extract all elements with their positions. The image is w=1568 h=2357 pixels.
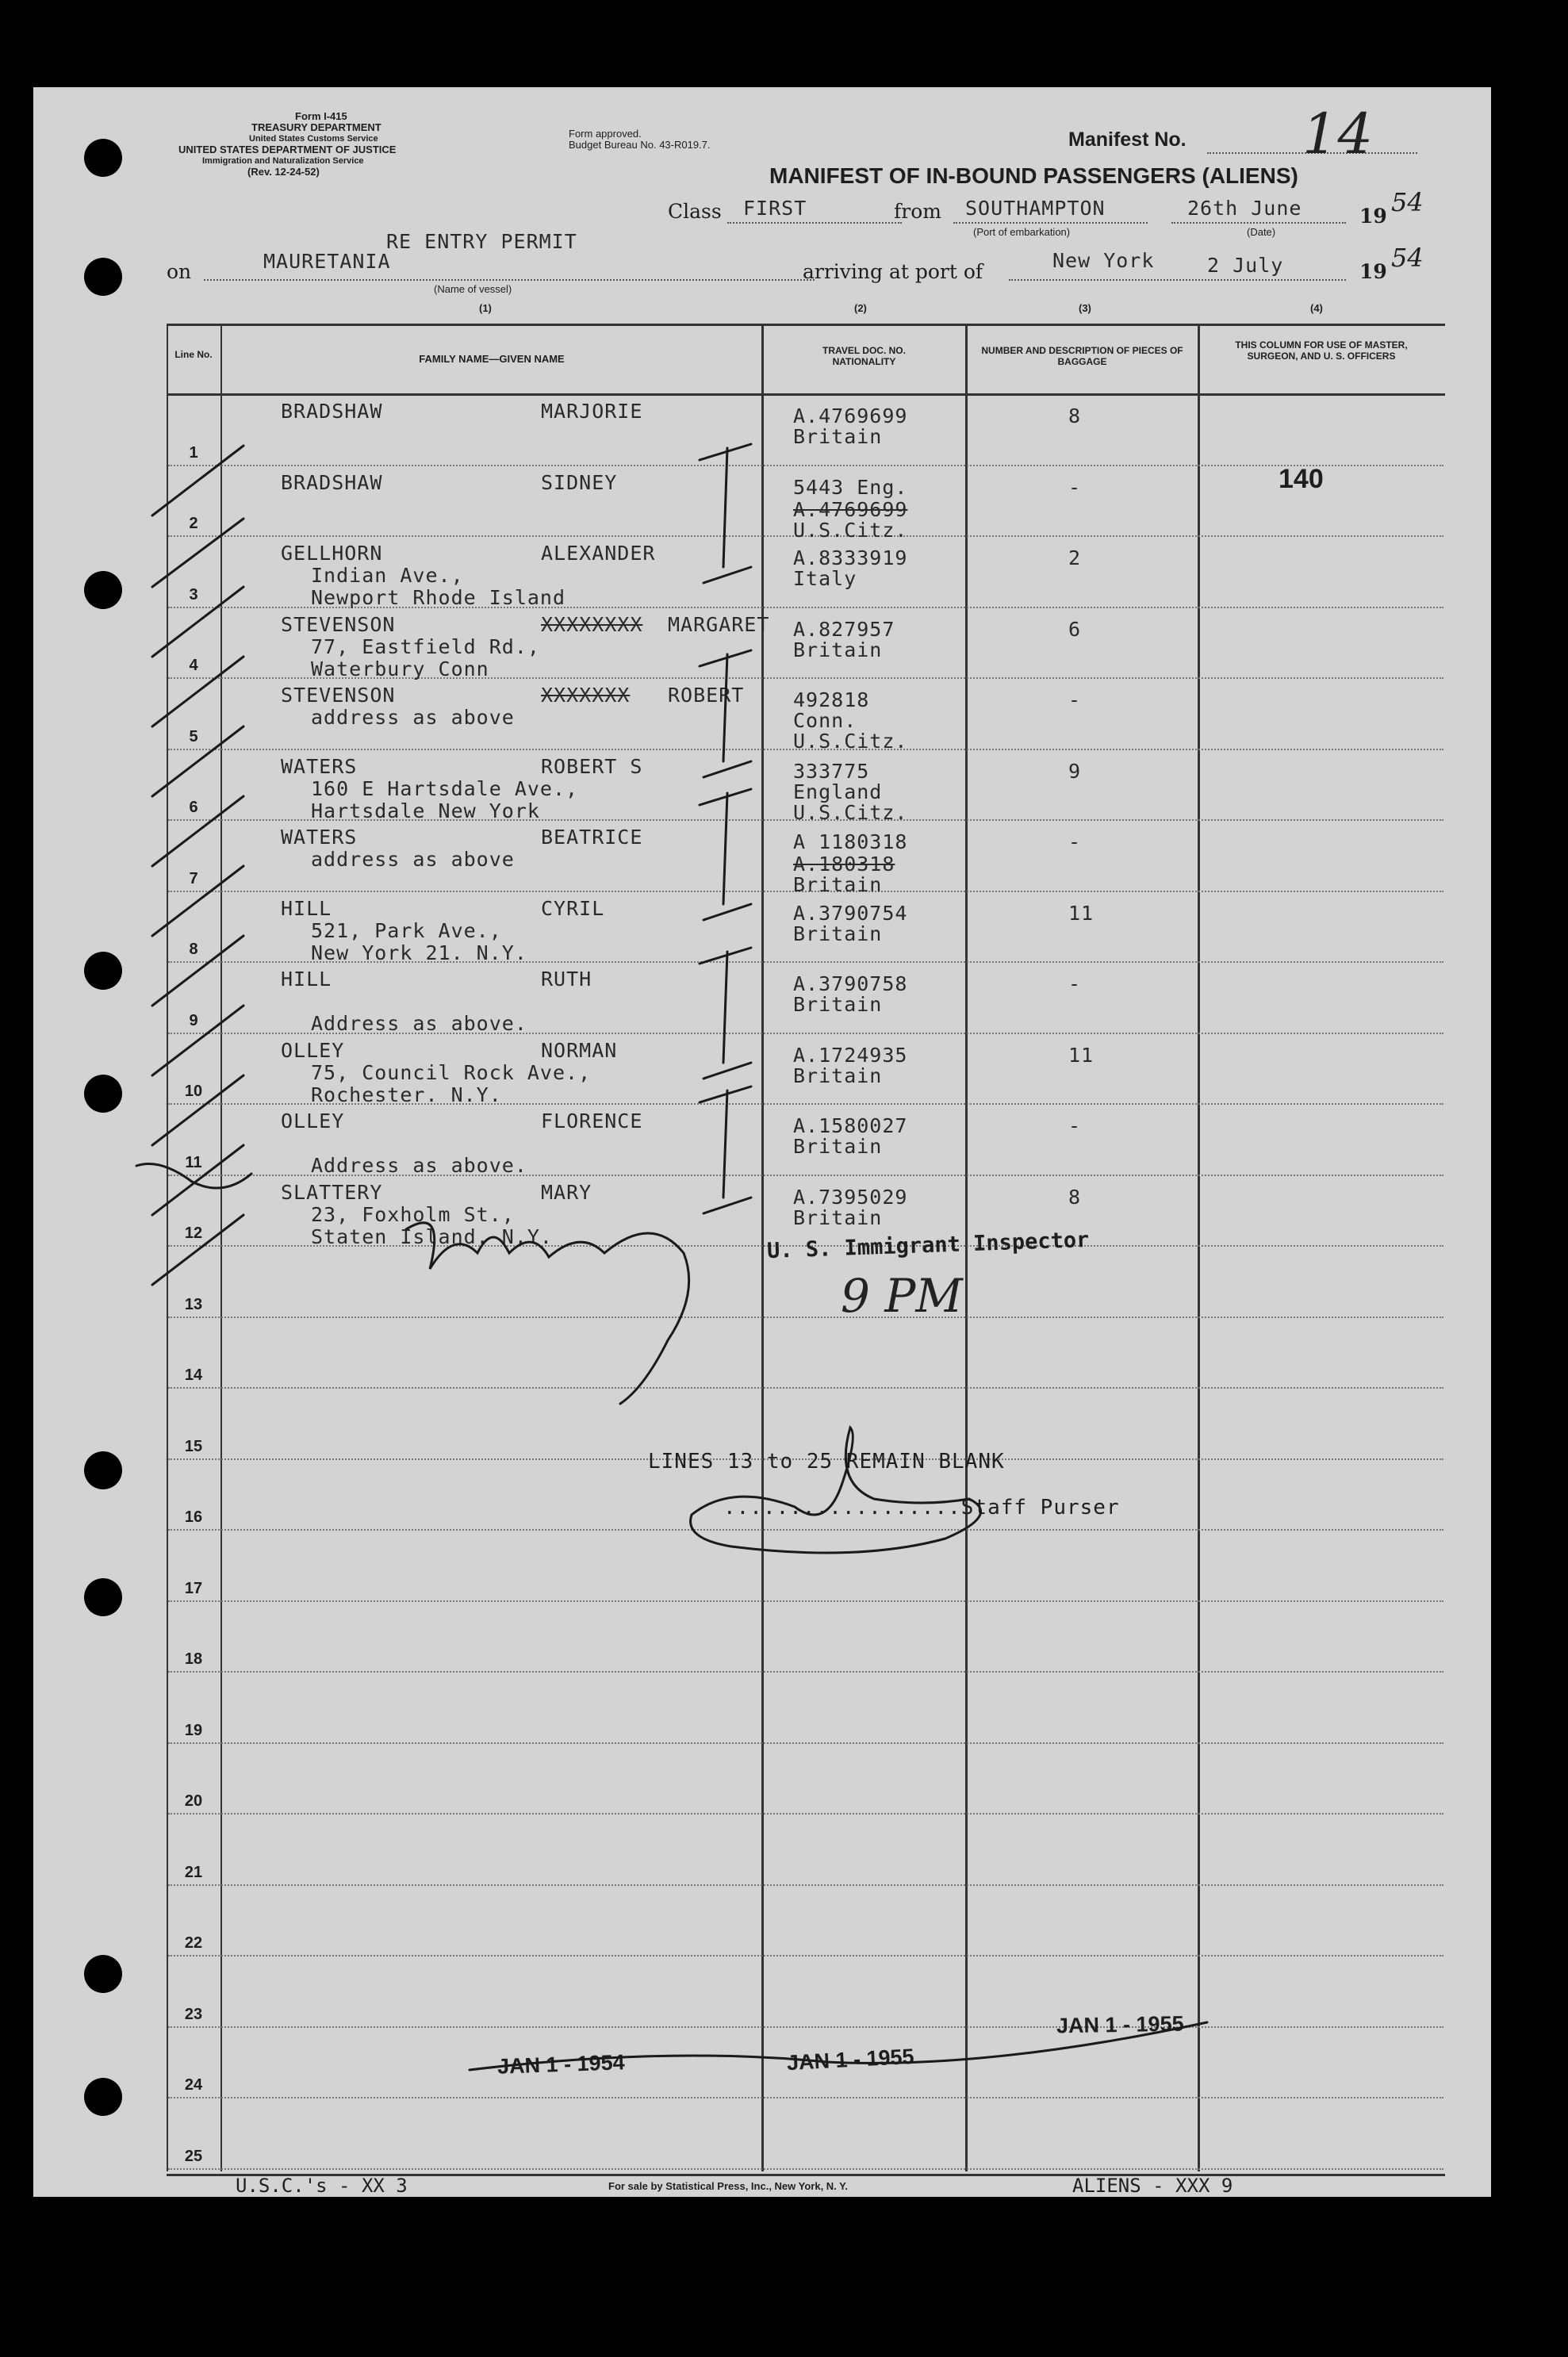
- arriving-label: arriving at port of: [803, 260, 983, 283]
- inspector-note: 9 PM: [841, 1269, 963, 1323]
- address-line-1: address as above: [311, 706, 515, 729]
- class-value: FIRST: [743, 197, 807, 220]
- family-name: OLLEY: [281, 1038, 345, 1062]
- check-mark: [152, 796, 243, 866]
- initial-mark: [700, 948, 751, 1079]
- address-line-2: Address as above.: [311, 1012, 527, 1035]
- family-name: STEVENSON: [281, 684, 396, 707]
- line-number: 13: [184, 1295, 203, 1313]
- arrival-date: 2 July: [1207, 254, 1284, 277]
- nationality: Britain: [793, 993, 883, 1016]
- nationality-2: U.S.Citz.: [793, 730, 908, 753]
- date-stamp-2: JAN 1 - 1955: [786, 2044, 915, 2075]
- budget-bureau: Budget Bureau No. 43-R019.7.: [569, 139, 711, 151]
- class-label: Class: [668, 200, 722, 223]
- line-number: 21: [184, 1863, 203, 1881]
- year-value: 54: [1391, 187, 1424, 217]
- initial-mark: [700, 789, 751, 920]
- col-header-travel: TRAVEL DOC. NO. NATIONALITY: [822, 345, 906, 367]
- given-name: ALEXANDER: [541, 542, 656, 565]
- line-number: 16: [184, 1508, 203, 1526]
- travel-doc-number: A.3790758: [793, 972, 908, 995]
- travel-doc-number: A.8333919: [793, 546, 908, 569]
- address-line-1: address as above: [311, 848, 515, 871]
- address-line-2: Newport Rhode Island: [311, 586, 566, 609]
- vessel-caption: (Name of vessel): [434, 283, 512, 295]
- travel-doc-number: A.4769699: [793, 404, 908, 427]
- remain-blank-note: LINES 13 to 25 REMAIN BLANK: [648, 1450, 1005, 1474]
- address-line-1: 75, Council Rock Ave.,: [311, 1060, 592, 1084]
- line-number: 11: [185, 1153, 202, 1171]
- line-number: 24: [184, 2076, 203, 2094]
- travel-doc-number: A.827957: [793, 617, 895, 641]
- family-name: BRADSHAW: [281, 400, 383, 423]
- check-mark: [152, 936, 243, 1006]
- travel-doc-number: 333775: [793, 759, 870, 783]
- given-name: NORMAN: [541, 1038, 618, 1062]
- given-name: SIDNEY: [541, 470, 618, 494]
- address-line-2: Address as above.: [311, 1154, 527, 1177]
- baggage-count: -: [1068, 475, 1082, 499]
- initial-mark: [700, 650, 751, 777]
- on-label: on: [167, 260, 192, 283]
- check-mark: [152, 866, 243, 936]
- baggage-count: -: [1068, 1114, 1082, 1137]
- baggage-count: 11: [1068, 901, 1095, 925]
- travel-doc-number: A.1580027: [793, 1114, 908, 1137]
- family-name: WATERS: [281, 826, 358, 849]
- baggage-count: -: [1068, 830, 1082, 853]
- nationality: Italy: [793, 567, 857, 590]
- from-label: from: [894, 200, 941, 223]
- nationality-2: U.S.Citz.: [793, 800, 908, 824]
- struck-text: XXXXXXXX: [541, 612, 643, 636]
- line-number: 22: [184, 1934, 203, 1952]
- footer-aliens-count: ALIENS - XXX 9: [1072, 2175, 1233, 2197]
- col-number-2: (2): [854, 302, 867, 314]
- line-number: 17: [184, 1579, 203, 1597]
- line-number: 2: [189, 515, 198, 532]
- travel-doc-number: 492818: [793, 688, 870, 711]
- nationality: Britain: [793, 425, 883, 448]
- check-mark: [152, 726, 243, 796]
- line-number: 20: [184, 1792, 203, 1810]
- reentry-permit-note: RE ENTRY PERMIT: [386, 230, 577, 253]
- col-header-name: FAMILY NAME—GIVEN NAME: [419, 353, 565, 365]
- line-number: 14: [184, 1366, 203, 1384]
- nationality: Britain: [793, 1205, 883, 1229]
- check-mark: [152, 1075, 243, 1145]
- given-name: MARY: [541, 1180, 592, 1204]
- address-line-2: New York 21. N.Y.: [311, 941, 527, 964]
- arrival-year-value: 54: [1391, 243, 1424, 273]
- treasury-department: TREASURY DEPARTMENT: [251, 121, 381, 133]
- nationality: Britain: [793, 1135, 883, 1158]
- col-number-3: (3): [1079, 302, 1091, 314]
- nationality: U.S.Citz.: [793, 518, 908, 542]
- line-number: 3: [189, 585, 198, 604]
- travel-doc-number: A.7395029: [793, 1185, 908, 1209]
- initial-mark: [700, 1087, 751, 1213]
- baggage-count: 9: [1068, 759, 1082, 783]
- given-name: MARJORIE: [541, 400, 643, 423]
- baggage-count: -: [1068, 688, 1082, 711]
- travel-doc-number: A 1180318: [793, 830, 908, 853]
- ins-service: Immigration and Naturalization Service: [202, 156, 364, 166]
- check-mark: [152, 657, 243, 726]
- line-number: 10: [184, 1083, 203, 1100]
- nationality: Britain: [793, 873, 883, 896]
- col-header-line-no: Line No.: [174, 349, 213, 360]
- address-line-1: 521, Park Ave.,: [311, 918, 502, 942]
- given-name: FLORENCE: [541, 1110, 643, 1133]
- arrival-year-prefix: 19: [1359, 260, 1387, 283]
- form-approved: Form approved.: [569, 128, 642, 140]
- family-name: HILL: [281, 896, 332, 920]
- footer-press: For sale by Statistical Press, Inc., New York, N. Y.: [608, 2180, 849, 2192]
- purser-signature: [691, 1428, 981, 1553]
- manifest-number-label: Manifest No.: [1068, 128, 1187, 151]
- travel-doc-number: A.3790754: [793, 901, 908, 925]
- col-number-1: (1): [479, 302, 492, 314]
- customs-service: United States Customs Service: [249, 134, 378, 144]
- inspector-signature: [406, 1223, 689, 1404]
- line-number: 5: [189, 727, 198, 745]
- check-mark: [152, 1006, 243, 1075]
- form-number: Form I-415: [295, 110, 347, 122]
- nationality: England: [793, 780, 883, 803]
- address-line-1: 160 E Hartsdale Ave.,: [311, 776, 579, 800]
- line-number: 9: [189, 1011, 198, 1029]
- line-number: 4: [189, 657, 198, 674]
- col-number-4: (4): [1310, 302, 1323, 314]
- date-stamp-1: JAN 1 - 1954: [496, 2050, 626, 2079]
- family-name: STEVENSON: [281, 612, 396, 636]
- line-number: 25: [184, 2147, 203, 2165]
- given-name: BEATRICE: [541, 826, 643, 849]
- given-name: RUTH: [541, 968, 592, 991]
- check-mark: [152, 1145, 243, 1215]
- baggage-count: -: [1068, 972, 1082, 995]
- check-mark: [152, 519, 243, 587]
- date-stamp-3: JAN 1 - 1955: [1056, 2011, 1184, 2038]
- given-name: ROBERT: [668, 684, 745, 707]
- nationality: Britain: [793, 922, 883, 945]
- line-number: 1: [189, 443, 198, 462]
- line-number: 7: [189, 869, 198, 887]
- nationality: Conn.: [793, 709, 857, 732]
- line-number: 19: [184, 1721, 203, 1739]
- embarkation-date: 26th June: [1187, 197, 1302, 220]
- col-header-baggage: NUMBER AND DESCRIPTION OF PIECES OF BAGGAGE: [981, 345, 1183, 367]
- family-name: GELLHORN: [281, 542, 383, 565]
- form-revision: (Rev. 12-24-52): [247, 166, 320, 178]
- check-mark: [152, 443, 243, 515]
- baggage-count: 11: [1068, 1043, 1095, 1067]
- inspector-title: U. S. Immigrant Inspector: [766, 1227, 1090, 1264]
- nationality: Britain: [793, 1064, 883, 1087]
- address-line-1: 23, Foxholm St.,: [311, 1202, 515, 1226]
- family-name: WATERS: [281, 754, 358, 778]
- struck-text: XXXXXXX: [541, 684, 631, 707]
- nationality: Britain: [793, 638, 883, 661]
- check-mark: [152, 587, 243, 657]
- year-prefix: 19: [1359, 205, 1387, 228]
- baggage-count: 2: [1068, 546, 1082, 569]
- travel-doc-number-struck: A.4769699: [793, 497, 908, 521]
- address-line-1: Indian Ave.,: [311, 564, 464, 587]
- baggage-count: 6: [1068, 617, 1082, 641]
- travel-doc-number: 5443 Eng.: [793, 475, 908, 499]
- footer-usc-count: U.S.C.'s - XX 3: [236, 2175, 408, 2197]
- col-header-officers: THIS COLUMN FOR USE OF MASTER, SURGEON, AND U. S. OFFICERS: [1235, 339, 1408, 362]
- given-name: ROBERT S: [541, 754, 643, 778]
- line-number: 12: [184, 1224, 203, 1242]
- family-name: HILL: [281, 968, 332, 991]
- family-name: SLATTERY: [281, 1180, 383, 1204]
- baggage-count: 8: [1068, 1185, 1082, 1209]
- vessel-name: MAURETANIA: [263, 250, 391, 273]
- officer-note: 140: [1279, 464, 1324, 494]
- line-number: 8: [189, 941, 198, 958]
- line-number: 6: [189, 799, 198, 816]
- address-line-1: 77, Eastfield Rd.,: [311, 634, 540, 658]
- travel-doc-number: A.1724935: [793, 1043, 908, 1067]
- family-name: OLLEY: [281, 1110, 345, 1133]
- handwritten-marks: [33, 87, 1491, 2197]
- manifest-number-value: 14: [1302, 102, 1374, 167]
- department-of-justice: UNITED STATES DEPARTMENT OF JUSTICE: [178, 144, 397, 155]
- travel-doc-number-struck: A.180318: [793, 853, 895, 876]
- address-line-2: Rochester. N.Y.: [311, 1083, 502, 1106]
- stamp-line: [470, 2022, 1207, 2070]
- staff-purser-label: ..................Staff Purser: [723, 1496, 1120, 1520]
- initial-mark: [700, 444, 751, 583]
- port-of-embarkation: SOUTHAMPTON: [965, 197, 1106, 220]
- arrival-port: New York: [1052, 249, 1155, 272]
- line-number: 15: [184, 1437, 203, 1455]
- date-caption: (Date): [1247, 226, 1276, 238]
- manifest-title: MANIFEST OF IN-BOUND PASSENGERS (ALIENS): [769, 163, 1298, 188]
- line-number: 23: [184, 2005, 203, 2023]
- address-line-2: Hartsdale New York: [311, 799, 540, 822]
- address-line-2: Staten Island. N.Y.: [311, 1224, 553, 1248]
- address-line-2: Waterbury Conn: [311, 657, 489, 680]
- given-name: MARGARET: [668, 612, 770, 636]
- baggage-count: 8: [1068, 404, 1082, 427]
- manifest-page: [33, 87, 1491, 2197]
- port-caption: (Port of embarkation): [973, 226, 1071, 238]
- given-name: CYRIL: [541, 896, 605, 920]
- line-number: 18: [184, 1650, 203, 1668]
- family-name: BRADSHAW: [281, 470, 383, 494]
- check-mark: [152, 1215, 243, 1285]
